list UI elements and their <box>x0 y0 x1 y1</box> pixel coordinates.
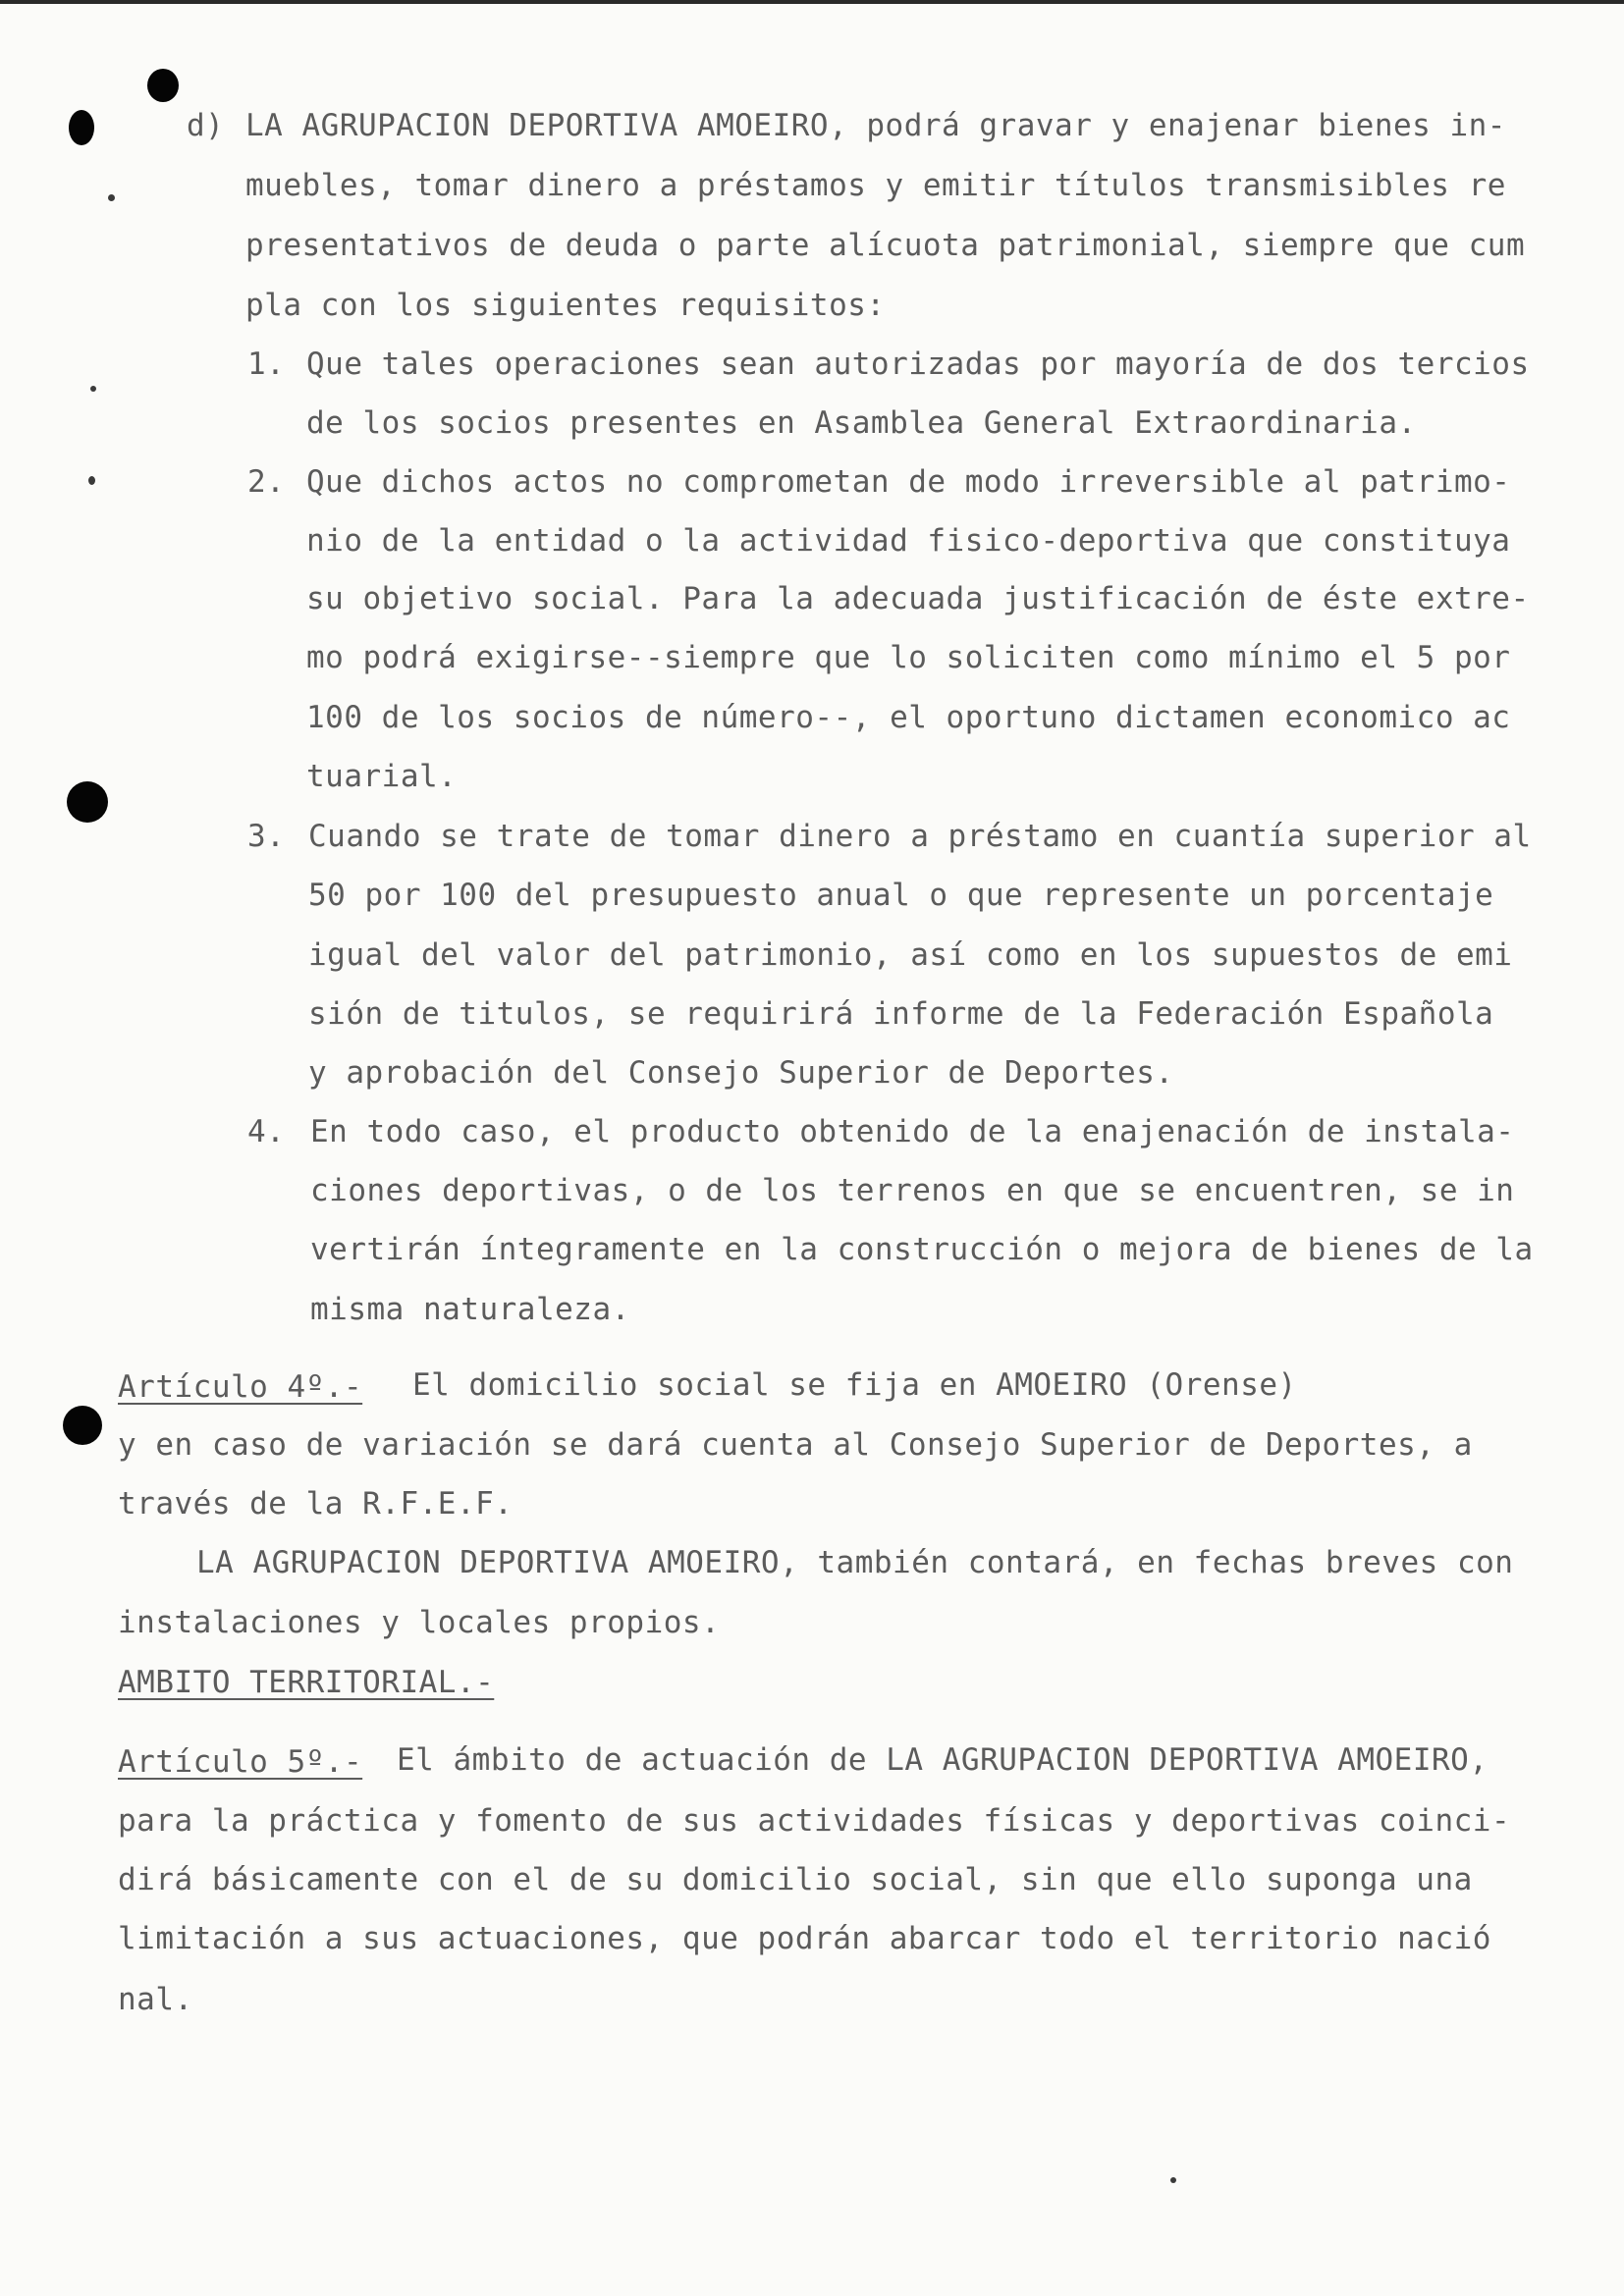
article-4-paragraph-line: LA AGRUPACION DEPORTIVA AMOEIRO, también contará, en fechas breves con <box>196 1545 1514 1580</box>
section-d-label: d) <box>187 108 225 143</box>
punch-hole <box>69 110 94 145</box>
requirement-line: misma naturaleza. <box>310 1292 630 1327</box>
section-d-line: pla con los siguientes requisitos: <box>245 288 886 323</box>
article-5-first-line: El ámbito de actuación de LA AGRUPACION DEPORTIVA AMOEIRO, <box>397 1742 1489 1778</box>
requirement-number: 2. <box>247 464 286 500</box>
requirement-line: tuarial. <box>306 759 458 794</box>
requirement-line: igual del valor del patrimonio, así como en los supuestos de emi <box>308 937 1513 973</box>
section-d-line: muebles, tomar dinero a préstamos y emitir títulos transmisibles re <box>245 168 1506 203</box>
requirement-line: 100 de los socios de número--, el oportuno dictamen economico ac <box>306 700 1511 735</box>
requirement-line: sión de titulos, se requirirá informe de la Federación Española <box>308 996 1494 1032</box>
paper-speck <box>88 476 95 485</box>
requirement-line: de los socios presentes en Asamblea General Extraordinaria. <box>306 405 1417 441</box>
requirement-line: Que dichos actos no comprometan de modo irreversible al patrimo- <box>306 464 1511 500</box>
article-5-line: dirá básicamente con el de su domicilio social, sin que ello suponga una <box>118 1862 1473 1897</box>
requirement-number: 4. <box>247 1114 286 1149</box>
requirement-line: Cuando se trate de tomar dinero a préstamo en cuantía superior al <box>308 819 1532 854</box>
requirement-line: nio de la entidad o la actividad fisico-deportiva que constituya <box>306 523 1511 559</box>
requirement-number: 3. <box>247 819 286 854</box>
article-5-line: nal. <box>118 1982 193 2017</box>
requirement-line: Que tales operaciones sean autorizadas por mayoría de dos tercios <box>306 347 1530 382</box>
requirement-line: En todo caso, el producto obtenido de la enajenación de instala- <box>310 1114 1515 1149</box>
paper-speck <box>108 194 115 201</box>
requirement-line: ciones deportivas, o de los terrenos en que se encuentren, se in <box>310 1173 1515 1208</box>
requirement-line: mo podrá exigirse--siempre que lo soliciten como mínimo el 5 por <box>306 640 1511 675</box>
article-4-first-line: El domicilio social se fija en AMOEIRO (Orense) <box>412 1367 1297 1403</box>
requirement-line: vertirán íntegramente en la construcción o mejora de bienes de la <box>310 1232 1534 1267</box>
article-5-line: limitación a sus actuaciones, que podrán abarcar todo el territorio nació <box>118 1921 1491 1956</box>
page-top-edge <box>0 0 1624 4</box>
punch-hole <box>67 781 108 823</box>
requirement-number: 1. <box>247 347 286 382</box>
punch-hole <box>147 69 179 102</box>
article-5-line: para la práctica y fomento de sus actividades físicas y deportivas coinci- <box>118 1803 1511 1839</box>
article-4-line: través de la R.F.E.F. <box>118 1486 514 1522</box>
article-4-heading: Artículo 4º.- <box>118 1369 363 1405</box>
paper-speck <box>1170 2177 1176 2183</box>
paper-speck <box>90 386 96 392</box>
requirement-line: y aprobación del Consejo Superior de Deportes. <box>308 1055 1174 1091</box>
ambito-territorial-heading: AMBITO TERRITORIAL.- <box>118 1665 495 1700</box>
requirement-line: 50 por 100 del presupuesto anual o que represente un porcentaje <box>308 878 1494 913</box>
article-4-line: y en caso de variación se dará cuenta al Consejo Superior de Deportes, a <box>118 1427 1473 1463</box>
requirement-line: su objetivo social. Para la adecuada justificación de éste extre- <box>306 581 1530 616</box>
punch-hole <box>63 1406 102 1445</box>
section-d-line: presentativos de deuda o parte alícuota patrimonial, siempre que cum <box>245 228 1526 263</box>
section-d-line: LA AGRUPACION DEPORTIVA AMOEIRO, podrá gravar y enajenar bienes in- <box>245 108 1506 143</box>
article-4-paragraph-line: instalaciones y locales propios. <box>118 1605 721 1640</box>
article-5-heading: Artículo 5º.- <box>118 1744 363 1780</box>
